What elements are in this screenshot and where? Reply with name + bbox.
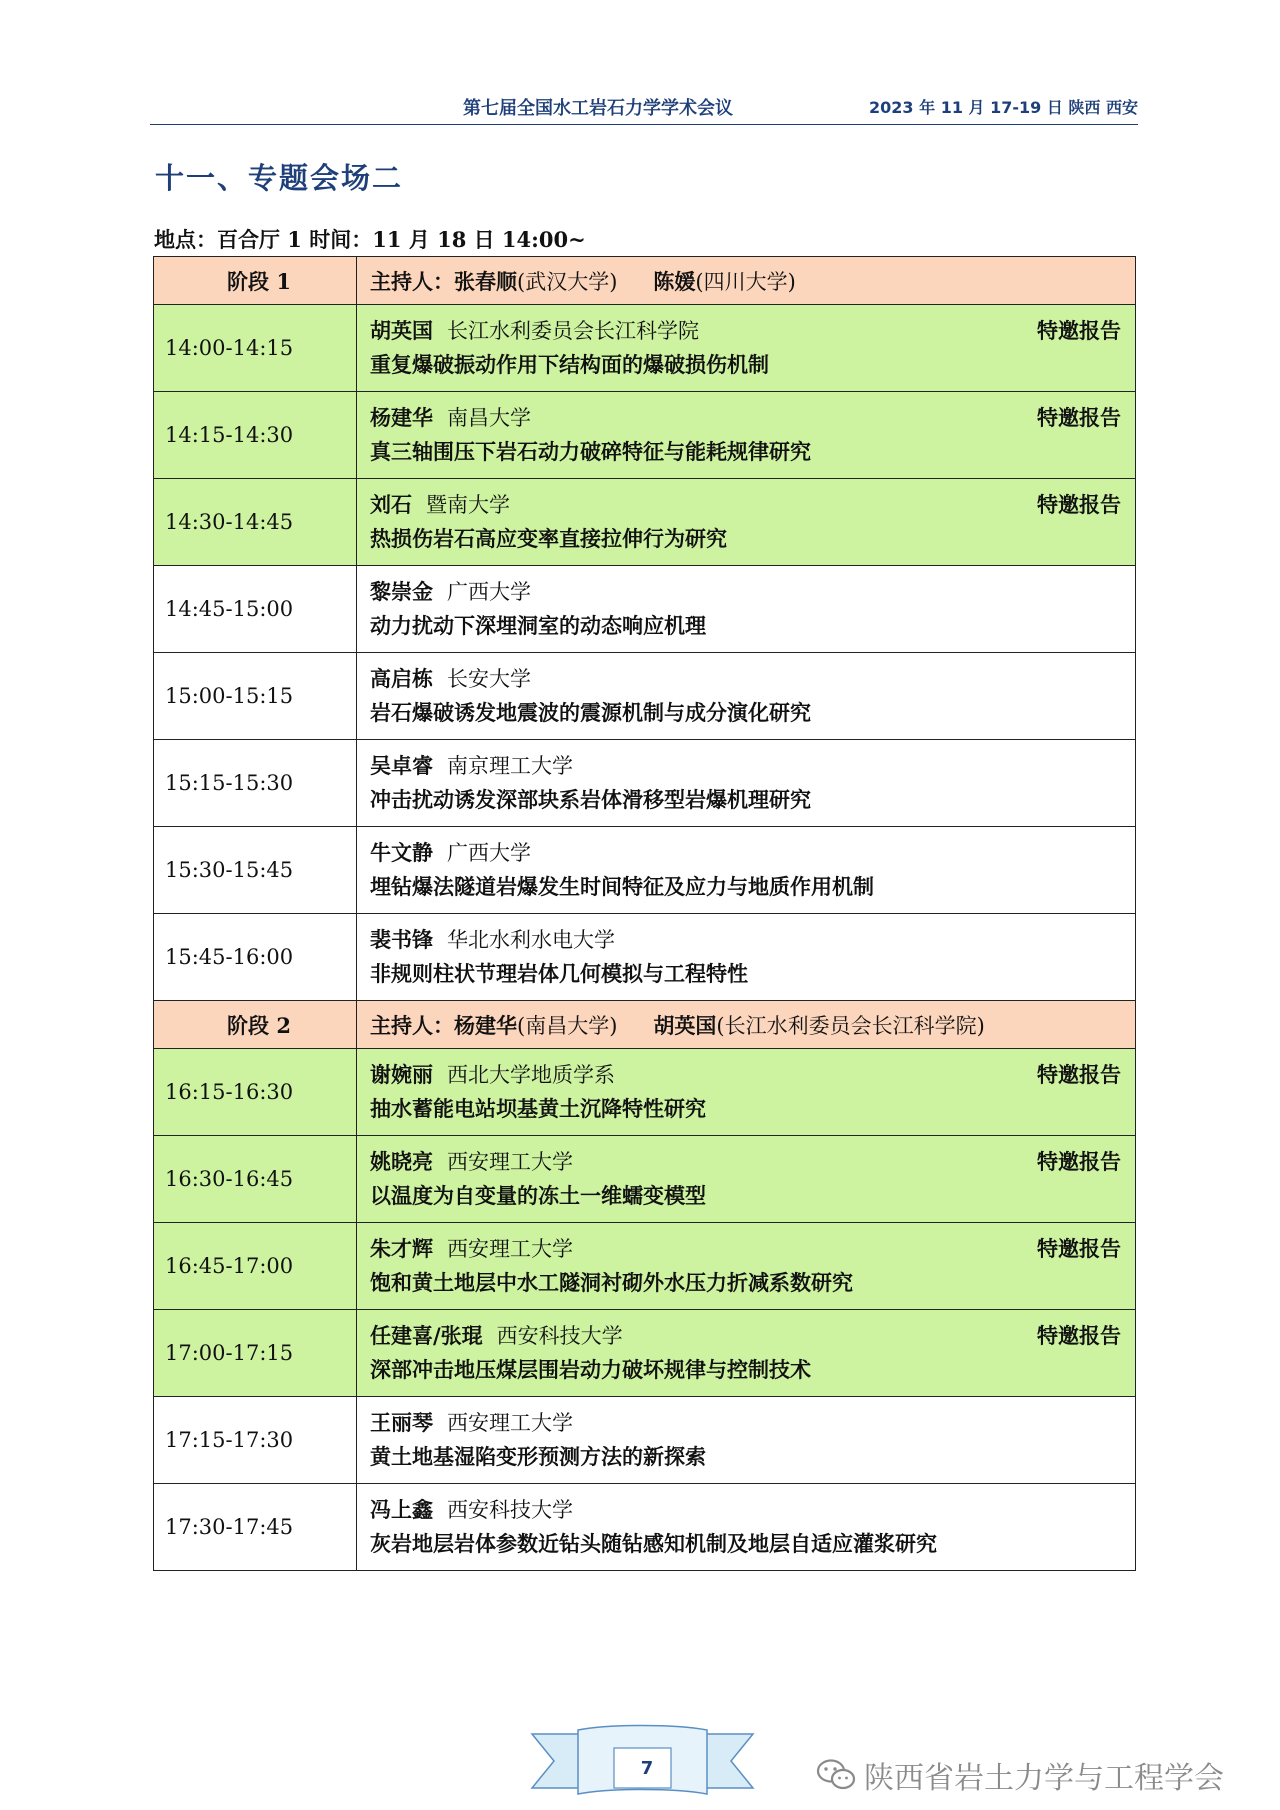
speaker-name: 黎崇金 (370, 579, 433, 604)
time-cell (154, 827, 357, 914)
talk-speaker-line (370, 314, 1135, 348)
talk-speaker-line (370, 1406, 1135, 1440)
talk-time: 15:15-15:30 (165, 771, 294, 795)
conference-title: 第七届全国水工岩石力学学术会议 (463, 98, 733, 119)
host-cell (357, 257, 1136, 305)
schedule-row (154, 1484, 1136, 1571)
talk-cell (357, 566, 1136, 653)
talk-title: 非规则柱状节理岩体几何模拟与工程特性 (370, 961, 748, 986)
talk-cell (357, 914, 1136, 1001)
talk-cell (357, 305, 1136, 392)
schedule-row (154, 392, 1136, 479)
speaker-affiliation: 广西大学 (447, 580, 531, 604)
host1-name: 杨建华 (454, 1012, 517, 1038)
schedule-row (154, 1397, 1136, 1484)
schedule-row (154, 1223, 1136, 1310)
host-cell (357, 1001, 1136, 1049)
talk-time: 16:45-17:00 (165, 1254, 294, 1278)
speaker-name: 高启栋 (370, 666, 433, 691)
schedule-row (154, 740, 1136, 827)
stage-header-row (154, 257, 1136, 305)
talk-title: 饱和黄土地层中水工隧洞衬砌外水压力折减系数研究 (370, 1270, 853, 1295)
speaker-name: 冯上鑫 (370, 1497, 433, 1522)
host-prefix: 主持人： (370, 1012, 454, 1038)
speaker-name: 刘石 (370, 492, 412, 517)
talk-speaker-line (370, 1232, 1135, 1266)
stage-label: 阶段 2 (227, 1012, 291, 1038)
speaker-affiliation: 南京理工大学 (447, 754, 573, 778)
talk-cell (357, 1223, 1136, 1310)
section-title: 十一、专题会场二 (155, 161, 404, 195)
speaker-affiliation: 长江水利委员会长江科学院 (447, 319, 699, 343)
talk-speaker-line (370, 575, 1135, 609)
speaker-affiliation: 华北水利水电大学 (447, 928, 615, 952)
stage-label-cell (154, 1001, 357, 1049)
talk-cell (357, 392, 1136, 479)
talk-title: 动力扰动下深埋洞室的动态响应机理 (370, 613, 706, 638)
schedule-row (154, 653, 1136, 740)
talk-title: 重复爆破振动作用下结构面的爆破损伤机制 (370, 352, 769, 377)
page-header (150, 94, 1138, 125)
schedule-row (154, 566, 1136, 653)
schedule-row (154, 305, 1136, 392)
talk-speaker-line (370, 1058, 1135, 1092)
stage-label: 阶段 1 (227, 268, 291, 294)
host2-name: 胡英国 (653, 1012, 717, 1038)
talk-speaker-line (370, 836, 1135, 870)
host1-name: 张春顺 (454, 268, 517, 294)
talk-cell (357, 479, 1136, 566)
talk-time: 14:00-14:15 (165, 336, 294, 360)
talk-speaker-line (370, 1493, 1135, 1527)
host1-org: (武汉大学) (517, 269, 618, 294)
time-cell (154, 653, 357, 740)
time-cell (154, 914, 357, 1001)
talk-cell (357, 653, 1136, 740)
talk-time: 17:15-17:30 (165, 1428, 294, 1452)
talk-speaker-line (370, 488, 1135, 522)
talk-cell (357, 1310, 1136, 1397)
host2-name: 陈媛 (653, 268, 696, 294)
speaker-affiliation: 暨南大学 (426, 493, 510, 517)
talk-time: 14:45-15:00 (165, 597, 294, 621)
venue-time-line: 地点：百合厅 1 时间：11 月 18 日 14:00~ (154, 227, 586, 252)
host-prefix: 主持人： (370, 268, 454, 294)
talk-title: 埋钻爆法隧道岩爆发生时间特征及应力与地质作用机制 (370, 874, 874, 899)
schedule-row (154, 1310, 1136, 1397)
talk-speaker-line (370, 662, 1135, 696)
talk-time: 14:30-14:45 (165, 510, 294, 534)
talk-title: 冲击扰动诱发深部块系岩体滑移型岩爆机理研究 (370, 787, 811, 812)
speaker-affiliation: 西安理工大学 (447, 1411, 573, 1435)
invited-talk-badge: 特邀报告 (1037, 1149, 1121, 1174)
speaker-name: 谢婉丽 (370, 1062, 433, 1087)
invited-talk-badge: 特邀报告 (1037, 1236, 1121, 1261)
talk-cell (357, 1136, 1136, 1223)
speaker-name: 杨建华 (370, 405, 433, 430)
speaker-affiliation: 南昌大学 (447, 406, 531, 430)
schedule-row (154, 914, 1136, 1001)
schedule-table (153, 256, 1136, 1571)
speaker-affiliation: 西安理工大学 (447, 1150, 573, 1174)
speaker-name: 牛文静 (370, 840, 433, 865)
invited-talk-badge: 特邀报告 (1037, 318, 1121, 343)
speaker-name: 姚晓亮 (370, 1149, 433, 1174)
conference-date-place: 2023 年 11 月 17-19 日 陕西 西安 (869, 98, 1138, 117)
host1-org: (南昌大学) (517, 1013, 618, 1038)
talk-time: 14:15-14:30 (165, 423, 294, 447)
talk-time: 16:30-16:45 (165, 1167, 294, 1191)
speaker-name: 胡英国 (370, 318, 433, 343)
speaker-name: 裴书锋 (370, 927, 433, 952)
talk-time: 16:15-16:30 (165, 1080, 294, 1104)
talk-title: 深部冲击地压煤层围岩动力破坏规律与控制技术 (370, 1357, 811, 1382)
schedule-row (154, 827, 1136, 914)
time-cell (154, 1136, 357, 1223)
speaker-affiliation: 西安科技大学 (447, 1498, 573, 1522)
time-cell (154, 1310, 357, 1397)
talk-speaker-line (370, 749, 1135, 783)
talk-title: 灰岩地层岩体参数近钻头随钻感知机制及地层自适应灌浆研究 (370, 1531, 937, 1556)
invited-talk-badge: 特邀报告 (1037, 1323, 1121, 1348)
host2-org: (长江水利委员会长江科学院) (716, 1013, 985, 1038)
stage-label-cell (154, 257, 357, 305)
schedule-row (154, 479, 1136, 566)
talk-speaker-line (370, 923, 1135, 957)
time-cell (154, 1484, 357, 1571)
talk-time: 15:00-15:15 (165, 684, 294, 708)
watermark (816, 1753, 1224, 1797)
schedule-row (154, 1049, 1136, 1136)
speaker-affiliation: 西北大学地质学系 (447, 1063, 615, 1087)
talk-speaker-line (370, 1145, 1135, 1179)
talk-title: 以温度为自变量的冻土一维蠕变模型 (370, 1183, 706, 1208)
talk-cell (357, 1484, 1136, 1571)
time-cell (154, 1223, 357, 1310)
stage-header-row (154, 1001, 1136, 1049)
watermark-text: 陕西省岩土力学与工程学会 (864, 1761, 1224, 1796)
time-cell (154, 479, 357, 566)
speaker-affiliation: 长安大学 (447, 667, 531, 691)
talk-title: 热损伤岩石高应变率直接拉伸行为研究 (370, 526, 727, 551)
page-number: 7 (640, 1758, 654, 1779)
talk-time: 17:00-17:15 (165, 1341, 294, 1365)
time-cell (154, 740, 357, 827)
time-cell (154, 1397, 357, 1484)
wechat-icon (816, 1758, 856, 1792)
talk-cell (357, 827, 1136, 914)
talk-title: 真三轴围压下岩石动力破碎特征与能耗规律研究 (370, 439, 811, 464)
talk-time: 15:30-15:45 (165, 858, 294, 882)
talk-cell (357, 1397, 1136, 1484)
talk-time: 15:45-16:00 (165, 945, 294, 969)
time-cell (154, 392, 357, 479)
invited-talk-badge: 特邀报告 (1037, 492, 1121, 517)
speaker-name: 王丽琴 (370, 1410, 433, 1435)
talk-cell (357, 740, 1136, 827)
speaker-name: 朱才辉 (370, 1236, 433, 1261)
speaker-name: 任建喜/张琨 (370, 1323, 483, 1348)
time-cell (154, 305, 357, 392)
speaker-name: 吴卓睿 (370, 753, 433, 778)
invited-talk-badge: 特邀报告 (1037, 405, 1121, 430)
speaker-affiliation: 西安科技大学 (496, 1324, 623, 1348)
time-cell (154, 1049, 357, 1136)
time-cell (154, 566, 357, 653)
speaker-affiliation: 西安理工大学 (447, 1237, 573, 1261)
talk-title: 岩石爆破诱发地震波的震源机制与成分演化研究 (370, 700, 811, 725)
talk-cell (357, 1049, 1136, 1136)
talk-title: 抽水蓄能电站坝基黄土沉降特性研究 (370, 1096, 706, 1121)
schedule-row (154, 1136, 1136, 1223)
speaker-affiliation: 广西大学 (447, 841, 531, 865)
talk-speaker-line (370, 1319, 1135, 1353)
talk-speaker-line (370, 401, 1135, 435)
invited-talk-badge: 特邀报告 (1037, 1062, 1121, 1087)
host2-org: (四川大学) (695, 269, 796, 294)
talk-title: 黄土地基湿陷变形预测方法的新探索 (370, 1444, 706, 1469)
talk-time: 17:30-17:45 (165, 1515, 294, 1539)
